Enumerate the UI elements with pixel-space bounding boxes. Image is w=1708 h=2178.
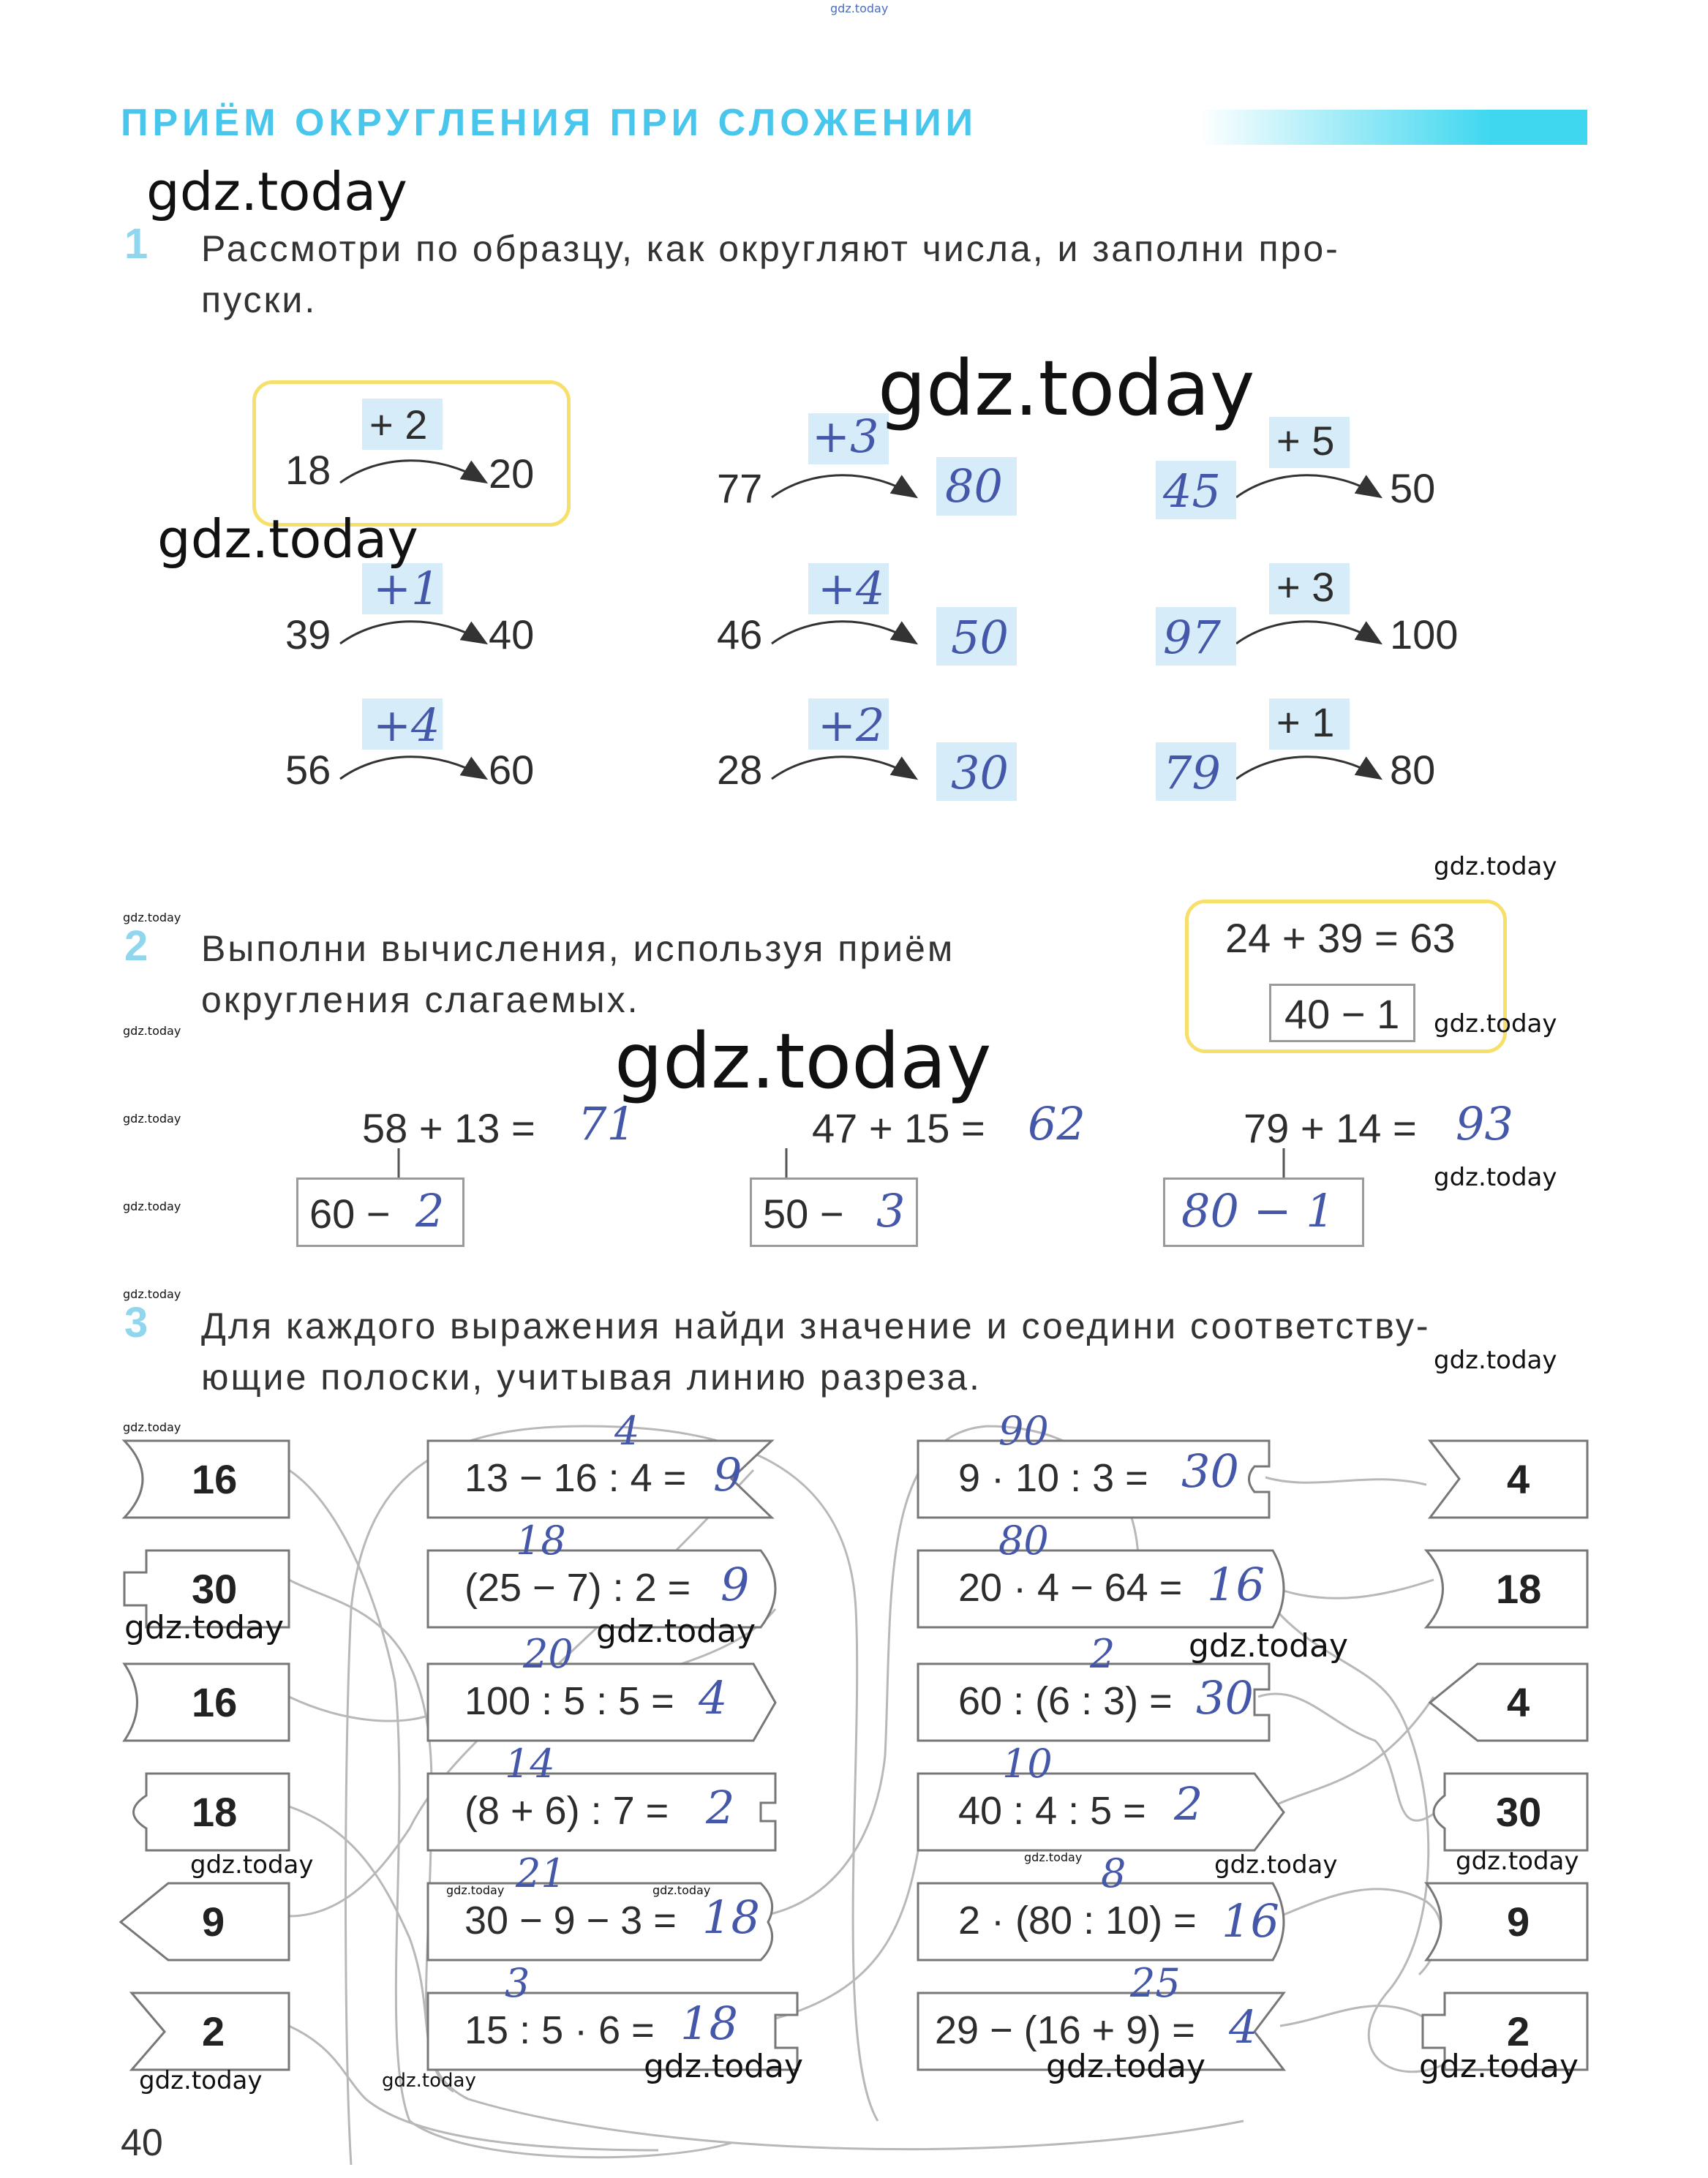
left-answer-strip[interactable]: 2: [202, 2008, 225, 2054]
right-answer-strip[interactable]: 30: [1496, 1789, 1542, 1835]
right-answer-strip[interactable]: 4: [1507, 1679, 1530, 1725]
expression-strip-text: 2 · (80 : 10) =: [958, 1899, 1197, 1943]
strip-answer: 2: [706, 1781, 735, 1834]
watermark: gdz.today: [878, 344, 1255, 433]
end-number: 50: [951, 611, 1009, 664]
strip-answer: 9: [713, 1448, 742, 1501]
watermark: gdz.today: [123, 911, 181, 924]
strip-answer: 30: [1196, 1671, 1254, 1725]
end-number: 80: [1390, 747, 1436, 793]
watermark: gdz.today: [644, 2048, 804, 2085]
rounding-handwritten: 3: [876, 1184, 906, 1237]
watermark: gdz.today: [146, 161, 407, 222]
left-answer-strip[interactable]: 30: [192, 1566, 238, 1612]
strip-answer: 4: [699, 1671, 728, 1725]
strip-answer: 2: [1174, 1777, 1203, 1831]
start-number: 79: [1163, 746, 1221, 799]
intermediate-note: 8: [1101, 1850, 1126, 1896]
watermark: gdz.today: [190, 1850, 314, 1880]
expression-strip-text: 13 − 16 : 4 =: [464, 1456, 687, 1500]
watermark: gdz.today: [123, 1420, 181, 1434]
watermark: gdz.today: [1434, 1163, 1557, 1192]
sample-rounding-text: 40 − 1: [1284, 991, 1400, 1037]
intermediate-note: 18: [516, 1518, 566, 1564]
step-value: + 2: [369, 402, 428, 448]
rounding-prefix: 50 −: [763, 1191, 844, 1237]
step-value: +1: [373, 562, 440, 615]
expression-strip-text: 30 − 9 − 3 =: [464, 1899, 677, 1943]
sample-expression: 24 + 39 = 63: [1225, 915, 1456, 961]
task-3-number: 3: [124, 1299, 148, 1346]
left-answer-strip[interactable]: 18: [192, 1789, 238, 1835]
start-number: 39: [285, 611, 331, 657]
watermark: gdz.today: [123, 1287, 181, 1301]
end-number: 40: [489, 611, 535, 657]
intermediate-note: 3: [505, 1960, 530, 2006]
watermark: gdz.today: [123, 1024, 181, 1038]
intermediate-note: 90: [998, 1408, 1049, 1454]
watermark: gdz.today: [1189, 1627, 1349, 1665]
strip-answer: 30: [1181, 1444, 1239, 1498]
task-3-text-line2: ющие полоски, учитывая линию разреза.: [201, 1357, 982, 1398]
right-answer-strip[interactable]: 4: [1507, 1456, 1530, 1502]
expression-answer: 71: [578, 1097, 636, 1150]
left-answer-strip[interactable]: 9: [202, 1899, 225, 1945]
step-value: + 3: [1276, 564, 1335, 610]
task-2-text-line2: округления слагаемых.: [201, 979, 640, 1020]
end-number: 30: [951, 746, 1009, 799]
watermark: gdz.today: [124, 1609, 285, 1646]
end-number: 80: [945, 459, 1003, 513]
start-number: 28: [717, 747, 763, 793]
step-value: +2: [818, 698, 885, 752]
watermark: gdz.today: [1434, 852, 1557, 881]
step-value: + 1: [1276, 699, 1335, 745]
watermark: gdz.today: [1456, 1847, 1579, 1876]
step-value: + 5: [1276, 418, 1335, 464]
expression-strip-text: 100 : 5 : 5 =: [464, 1679, 674, 1723]
expression-answer: 62: [1028, 1097, 1086, 1150]
intermediate-note: 14: [505, 1741, 555, 1787]
expression: 79 + 14 =: [1244, 1105, 1417, 1151]
right-answer-strip[interactable]: 9: [1507, 1899, 1530, 1945]
watermark: gdz.today: [157, 508, 418, 570]
start-number: 97: [1163, 611, 1221, 664]
expression-answer: 93: [1456, 1097, 1513, 1150]
expression: 58 + 13 =: [362, 1105, 535, 1151]
expression-strip-text: 15 : 5 · 6 =: [464, 2008, 655, 2052]
watermark: gdz.today: [1024, 1850, 1083, 1864]
watermark: gdz.today: [1434, 1346, 1557, 1375]
watermark: gdz.today: [382, 2070, 476, 2092]
expression-strip-text: 9 · 10 : 3 =: [958, 1456, 1148, 1500]
strip-answer: 16: [1222, 1894, 1279, 1948]
task-3-text-line1: Для каждого выражения найди значение и соедини соответству-: [201, 1305, 1431, 1346]
strip-answer: 4: [1229, 2000, 1258, 2054]
watermark: gdz.today: [446, 1883, 505, 1897]
strip-answer: 16: [1207, 1558, 1265, 1611]
site-watermark-top: gdz.today: [830, 1, 889, 15]
page-title: ПРИЁМ ОКРУГЛЕНИЯ ПРИ СЛОЖЕНИИ: [121, 102, 977, 144]
strip-answer: 18: [680, 1997, 738, 2050]
step-value: +4: [373, 698, 440, 752]
strip-answer: 18: [702, 1891, 760, 1944]
end-number: 60: [489, 747, 535, 793]
left-answer-strip[interactable]: 16: [192, 1456, 238, 1502]
watermark: gdz.today: [1419, 2048, 1579, 2085]
intermediate-note: 4: [614, 1408, 640, 1454]
start-number: 45: [1163, 464, 1221, 518]
task-1-number: 1: [124, 220, 148, 268]
expression-strip-text: (25 − 7) : 2 =: [464, 1566, 691, 1610]
right-answer-strip[interactable]: 18: [1496, 1566, 1542, 1612]
watermark: gdz.today: [1434, 1009, 1557, 1039]
step-value: +3: [812, 410, 879, 463]
intermediate-note: 80: [998, 1518, 1049, 1564]
intermediate-note: 10: [1002, 1741, 1053, 1787]
left-answer-strip[interactable]: 16: [192, 1679, 238, 1725]
task-2-number: 2: [124, 922, 148, 970]
watermark: gdz.today: [139, 2066, 263, 2095]
rounding-handwritten: 2: [415, 1184, 445, 1237]
expression-strip-text: 60 : (6 : 3) =: [958, 1679, 1173, 1723]
watermark: gdz.today: [123, 1112, 181, 1126]
start-number: 18: [285, 447, 331, 493]
watermark: gdz.today: [1214, 1850, 1338, 1880]
page-number: 40: [121, 2122, 163, 2164]
right-answer-strip[interactable]: 2: [1507, 2008, 1530, 2054]
watermark: gdz.today: [652, 1883, 711, 1897]
end-number: 50: [1390, 465, 1436, 511]
task-2-text-line1: Выполни вычисления, используя приём: [201, 928, 955, 969]
start-number: 56: [285, 747, 331, 793]
start-number: 46: [717, 611, 763, 657]
expression: 47 + 15 =: [812, 1105, 985, 1151]
end-number: 100: [1390, 611, 1459, 657]
watermark: gdz.today: [614, 1017, 992, 1106]
end-number: 20: [489, 451, 535, 497]
watermark: gdz.today: [1046, 2048, 1206, 2085]
intermediate-note: 2: [1090, 1631, 1116, 1677]
watermark: gdz.today: [123, 1199, 181, 1213]
rounding-handwritten: 80 − 1: [1181, 1184, 1335, 1237]
expression-strip-text: 40 : 4 : 5 =: [958, 1789, 1146, 1833]
task-1-text-line1: Рассмотри по образцу, как округляют числа, и заполни про-: [201, 228, 1340, 269]
rounding-prefix: 60 −: [309, 1191, 391, 1237]
intermediate-note: 21: [516, 1850, 566, 1896]
expression-strip-text: (8 + 6) : 7 =: [464, 1789, 669, 1833]
expression-strip-text: 20 · 4 − 64 =: [958, 1566, 1183, 1610]
start-number: 77: [717, 465, 763, 511]
task-1-text-line2: пуски.: [201, 279, 317, 320]
strip-answer: 9: [721, 1558, 750, 1611]
intermediate-note: 25: [1130, 1960, 1181, 2006]
expression-strip-text: 29 − (16 + 9) =: [935, 2008, 1195, 2052]
step-value: +4: [818, 562, 885, 615]
intermediate-note: 20: [523, 1631, 573, 1677]
watermark: gdz.today: [596, 1613, 756, 1650]
